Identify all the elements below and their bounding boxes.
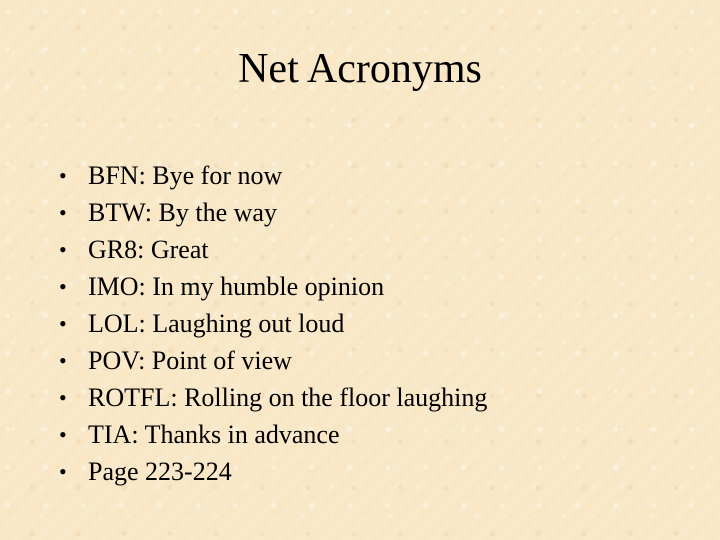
- list-item: [45, 305, 685, 342]
- list-item-text: BFN: Bye for now: [88, 161, 283, 190]
- list-item-text: Page 223-224: [88, 457, 232, 486]
- list-item: [45, 231, 685, 268]
- list-item: [45, 194, 685, 231]
- list-item: [45, 379, 685, 416]
- list-item-text: IMO: In my humble opinion: [88, 272, 385, 301]
- list-item: [45, 157, 685, 194]
- list-item: [45, 268, 685, 305]
- bullet-icon: •: [59, 422, 67, 447]
- list-item-text: GR8: Great: [88, 235, 209, 264]
- bullet-icon: •: [59, 274, 67, 299]
- slide-title: Net Acronyms: [238, 46, 482, 92]
- list-item-text: POV: Point of view: [88, 346, 292, 375]
- bullet-icon: •: [59, 237, 67, 262]
- bullet-icon: •: [59, 385, 67, 410]
- list-item: [45, 453, 685, 490]
- bullet-icon: •: [59, 459, 67, 484]
- list-item-text: LOL: Laughing out loud: [88, 309, 345, 338]
- bullet-icon: •: [59, 348, 67, 373]
- list-item-text: ROTFL: Rolling on the floor laughing: [88, 383, 488, 412]
- bullet-icon: •: [59, 200, 67, 225]
- list-item: [45, 342, 685, 379]
- list-item-text: BTW: By the way: [88, 198, 277, 227]
- list-item: [45, 416, 685, 453]
- list-item-text: TIA: Thanks in advance: [88, 420, 340, 449]
- bullet-list: [45, 157, 685, 490]
- bullet-icon: •: [59, 163, 67, 188]
- bullet-icon: •: [59, 311, 67, 336]
